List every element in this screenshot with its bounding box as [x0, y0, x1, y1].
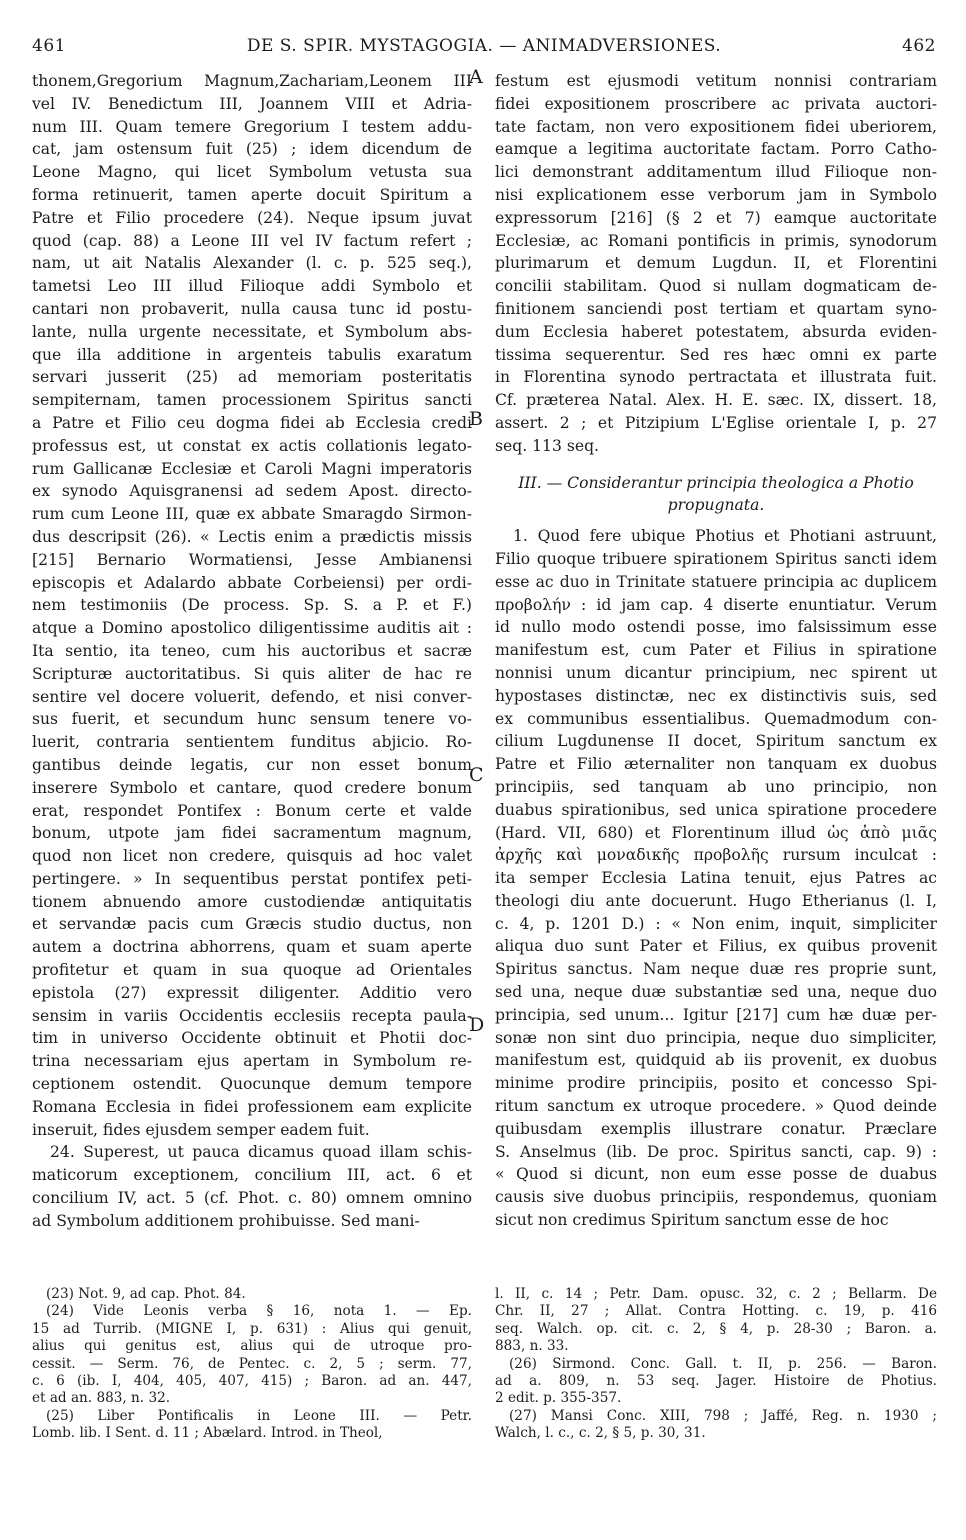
text-line: professus est, ut constat ex actis collationis legato-: [32, 436, 472, 455]
text-line: plurimarum et demum Lugdun. II, et Florentini: [495, 254, 937, 273]
text-line: causis sive duobus principiis, respondemus, quoniam: [495, 1188, 937, 1207]
text-line: principia, sed unum... Igitur [217] cum hæ duæ per-: [495, 1005, 937, 1024]
text-line: ad Symbolum additionem prohibuisse. Sed mani-: [32, 1211, 420, 1230]
text-line: Scripturæ auctoritatibus. Si quis aliter de hac re: [32, 664, 472, 683]
text-line: « Quod si dicunt, non eum esse posse de duabus: [495, 1165, 937, 1184]
footnotes-right: [495, 1286, 937, 1443]
text-line: luerit, contraria sentientem funditus abjicio. Ro-: [32, 733, 472, 752]
section-heading-line-1: III. — Considerantur principia theologica a Photio: [518, 473, 914, 492]
margin-marker-b: B: [469, 408, 483, 430]
text-line: profitetur et quam in sua quoque ad Orientales: [32, 961, 472, 980]
text-line: rum cum Leone III, quæ ex abbate Smaragdo Sirmon-: [32, 505, 472, 524]
text-line: nem testimoniis (De process. Sp. S. a P. et F.): [32, 596, 472, 615]
text-line: sicut non credimus Spiritum sanctum esse de hoc: [495, 1211, 889, 1230]
text-line: sensim in variis Occidentis ecclesiis recepta paula-: [32, 1006, 472, 1025]
text-line: nam, ut ait Natalis Alexander (l. c. p. 525 seq.),: [32, 254, 472, 273]
text-line: rum Gallicanæ Ecclesiæ et Caroli Magni imperatoris: [32, 459, 472, 478]
text-line: episcopis et Adalardo abbate Corbeiensi) per ordi-: [32, 573, 472, 592]
text-line: (27) Mansi Conc. XIII, 798 ; Jaffé, Reg. n. 1930 ;: [509, 1407, 937, 1424]
spacer: [495, 458, 937, 472]
text-line: gantibus deinde legatis, cur non esset bonum: [32, 755, 472, 774]
text-line: ceptionem ostendit. Quocunque demum tempore: [32, 1075, 472, 1094]
text-line: tissima sequerentur. Sed res hæc omni ex parte: [495, 345, 937, 364]
text-line: festum est ejusmodi vetitum nonnisi contrariam: [495, 72, 937, 90]
text-line: vel IV. Benedictum III, Joannem VIII et Adria-: [32, 94, 472, 113]
text-line: et servandæ pacis cum Græcis studio ductus, non: [32, 915, 472, 934]
spacer: [495, 517, 937, 525]
right-column-top: [495, 70, 937, 458]
text-line: Patre et Filio æternaliter non tanquam ex duobus: [495, 755, 937, 774]
text-line: ita semper Ecclesia Latina tenuit, ejus Patres ac: [495, 869, 937, 888]
text-line: trina necessariam ejus apertam in Symbolum re-: [32, 1052, 472, 1071]
text-line: l. II, c. 14 ; Petr. Dam. opusc. 32, c. 2 ; Bellarm. De: [495, 1286, 937, 1302]
text-line: Cf. præterea Natal. Alex. H. E. sæc. IX, dissert. 18,: [495, 391, 937, 410]
text-line: Spiritus sanctus. Nam neque duæ res proprie sunt,: [495, 960, 937, 979]
text-line: Lomb. lib. I Sent. d. 11 ; Abælard. Introd. in Theol,: [32, 1425, 383, 1442]
text-line: ex synodo Aquisgranensi ad sedem Apost. directo-: [32, 482, 472, 501]
text-line: ritum sanctum ex utroque procedere. » Quod deinde: [495, 1097, 937, 1116]
text-line: sed una, neque duæ substantiæ sed una, neque duo: [495, 983, 937, 1002]
text-line: inseruit, fides ejusdem semper eadem fuit.: [32, 1120, 370, 1139]
text-line: quibusdam exemplis illustrare conatur. Præclare: [495, 1119, 937, 1138]
text-line: fidei expositionem proscribere ac privata auctori-: [495, 94, 937, 113]
text-line: sonæ non sint duo principia, neque duo simpliciter,: [495, 1028, 937, 1047]
text-line: seq. 113 seq.: [495, 436, 600, 455]
text-line: in Florentina synodo pertractata et illustrata fuit.: [495, 368, 937, 387]
text-line: sus fuerit, et secundum hunc sensum tenere vo-: [32, 710, 472, 729]
text-line: lici demonstrant additamentum illud Filioque non-: [495, 163, 937, 182]
text-line: dum Ecclesia haberet potestatem, absurda eviden-: [495, 322, 937, 341]
text-line: cat, jam ostensum fuit (25) ; idem dicendum de: [32, 140, 472, 159]
text-line: expressorum [216] (§ 2 et 7) eamque auctoritate: [495, 208, 937, 227]
text-line: (26) Sirmond. Conc. Gall. t. II, p. 256. — Baron.: [509, 1355, 937, 1372]
text-line: (24) Vide Leonis verba § 16, nota 1. — Ep.: [46, 1303, 472, 1320]
text-line: Ita sentio, ita teneo, cum his auctoribus et sacræ: [32, 641, 472, 660]
text-line: id nullo modo ostendi posse, imo falsissimum esse: [495, 618, 937, 637]
margin-marker-c: C: [469, 764, 484, 786]
text-line: ἀρχῆς καὶ μοναδικῆς προβολῆς rursum inculcat :: [495, 846, 937, 865]
text-line: manifestum est, cum Pater et Filius in spiratione: [495, 641, 937, 660]
right-column-bottom: [495, 525, 937, 1232]
text-line: lante, nulla urgente necessitate, et Symbolum abs-: [32, 322, 472, 341]
text-line: 15 ad Turrib. (MIGNE I, p. 631) : Alius qui genuit,: [32, 1320, 472, 1337]
text-line: tim in universo Occidente obtinuit et Photii doc-: [32, 1029, 472, 1048]
text-line: servari jusserit (25) ad memoriam posteritatis: [32, 368, 472, 387]
text-line: minime prodire principiis, posito et concesso Spi-: [495, 1074, 937, 1093]
text-line: nonnisi unum dicantur principium, nec spirent ut: [495, 663, 937, 682]
text-line: concilium IV, act. 5 (cf. Phot. c. 80) omnem omnino: [32, 1189, 472, 1208]
text-line: Filio quoque tribuere spirationem Spiritus sancti idem: [495, 549, 937, 568]
text-line: nisi explicationem esse verborum jam in Symbolo: [495, 185, 937, 204]
text-line: 1. Quod fere ubique Photius et Photiani astruunt,: [513, 527, 937, 546]
text-line: autem a doctrina abhorrens, quam et suam aperte: [32, 938, 472, 957]
text-line: que illa additione in argenteis tabulis exaratum: [32, 345, 472, 364]
text-line: (25) Liber Pontificalis in Leone III. — Petr.: [46, 1407, 472, 1424]
text-line: c. 4, p. 1201 D.) : « Non enim, inquit, simpliciter: [495, 914, 937, 933]
text-line: cilium Lugdunense II docet, Spiritum sanctum ex: [495, 732, 937, 751]
text-line: pertingere. » In sequentibus perstat pontifex peti-: [32, 869, 472, 888]
text-line: sentire vel docere voluerit, defendo, et nisi conver-: [32, 687, 472, 706]
text-line: S. Anselmus (lib. De proc. Spiritus sancti, cap. 9) :: [495, 1142, 937, 1161]
text-line: Romana Ecclesia in fidei professionem eam explicite: [32, 1097, 472, 1116]
text-line: (23) Not. 9, ad cap. Phot. 84.: [46, 1286, 246, 1302]
text-line: tate factam, non vero expositionem fidei uberiorem,: [495, 117, 937, 136]
text-line: esse ac duo in Trinitate statuere principia ac duplicem: [495, 572, 937, 591]
text-line: c. 6 (ib. I, 404, 405, 407, 415) ; Baron. ad an. 447,: [32, 1372, 472, 1389]
text-line: sempiternam, tamen processionem Spiritus sancti: [32, 391, 472, 410]
text-line: bonum, utpote jam fidei sacramentum magnum,: [32, 824, 472, 843]
running-title: DE S. SPIR. MYSTAGOGIA. — ANIMADVERSIONES.: [246, 36, 722, 56]
text-line: eamque a legitima auctoritate factam. Porro Catho-: [495, 140, 937, 159]
text-line: principiis, sed tanquam ab uno principio, non: [495, 777, 937, 796]
text-line: duabus spirationibus, sed unica spiratione procedere: [495, 800, 937, 819]
text-line: et ad an. 883, n. 32.: [32, 1390, 171, 1407]
page-number-left: 461: [32, 36, 66, 56]
text-line: num III. Quam temere Gregorium I testem addu-: [32, 117, 472, 136]
text-line: quod non licet non credere, quisquis ad hoc valet: [32, 847, 472, 866]
text-line: finitionem sanciendi post tertiam et quartam syno-: [495, 299, 937, 318]
text-line: Walch, l. c., c. 2, § 5, p. 30, 31.: [495, 1425, 706, 1442]
left-column: [32, 70, 472, 1233]
text-line: forma retinuerit, tamen aperte docuit Spiritum a: [32, 185, 472, 204]
text-line: maticorum exceptionem, concilium III, act. 6 et: [32, 1166, 472, 1185]
text-line: cantari non probaverit, nulla causa tunc id postu-: [32, 299, 472, 318]
text-line: theologi diu ante docuerunt. Hugo Etherianus (l. I,: [495, 891, 937, 910]
text-line: dus descripsit (26). « Lectis enim a prædictis missis: [32, 527, 472, 546]
page-number-right: 462: [902, 36, 936, 56]
margin-marker-d: D: [469, 1014, 485, 1036]
text-line: aliqua duo sunt Pater et Filius, ex quibus provenit: [495, 937, 937, 956]
text-line: tionem abnuendo amore custodiendæ antiquitatis: [32, 892, 472, 911]
text-line: Leone Magno, qui licet Symbolum vetusta sua: [32, 163, 472, 182]
text-line: seq. Walch. op. cit. c. 2, § 4, p. 28-30 ; Baron. a.: [495, 1320, 937, 1337]
text-line: Patre et Filio procedere (24). Neque ipsum juvat: [32, 208, 472, 227]
text-line: epistola (27) expressit diligenter. Additio vero: [32, 983, 472, 1002]
text-line: atque a Domino apostolico diligentissime auditis ait :: [32, 619, 472, 638]
text-line: προβολήν : id jam cap. 4 diserte enuntiatur. Verum: [495, 595, 937, 614]
right-column: [495, 70, 937, 1232]
text-line: quod (cap. 88) a Leone III vel IV factum refert ;: [32, 231, 472, 250]
text-line: manifestum est, quidquid ab iis provenit, ex duobus: [495, 1051, 937, 1070]
text-line: concilii stabilitam. Quod si nullam dogmaticam de-: [495, 277, 937, 296]
text-line: 24. Superest, ut pauca dicamus quoad illam schis-: [50, 1143, 472, 1162]
text-line: assert. 2 ; et Pitzipium L'Eglise orientale I, p. 27: [495, 413, 937, 432]
text-line: inserere Symbolo et cantare, quod credere bonum: [32, 778, 472, 797]
text-line: Chr. II, 27 ; Allat. Contra Hotting. c. 19, p. 416: [495, 1303, 937, 1320]
text-line: hypostases distinctæ, nec ex distinctivis suis, sed: [495, 686, 937, 705]
margin-marker-a: A: [469, 66, 483, 88]
text-line: alius qui genitus est, alius qui de utroque pro-: [32, 1338, 472, 1355]
text-line: ex communibus essentialibus. Quemadmodum con-: [495, 709, 937, 728]
text-line: 883, n. 33.: [495, 1338, 569, 1355]
text-line: ad a. 809, n. 53 seq. Jager. Histoire de Photius.: [495, 1372, 937, 1389]
text-line: tametsi Leo III illud Filioque addi Symbolo et: [32, 277, 472, 296]
footnotes-left: [32, 1286, 472, 1443]
text-line: cessit. — Serm. 76, de Pentec. c. 2, 5 ; serm. 77,: [32, 1355, 472, 1372]
text-line: (Hard. VII, 680) et Florentinum illud ὡς ἀπὸ μιᾶς: [495, 823, 937, 842]
running-header: [32, 36, 936, 60]
text-line: a Patre et Filio ceu dogma fidei ab Ecclesia credi: [32, 413, 472, 432]
text-line: thonem,Gregorium Magnum,Zachariam,Leonem III: [32, 72, 472, 90]
text-line: erat, respondet Pontifex : Bonum certe et valde: [32, 801, 472, 820]
text-line: [215] Bernario Wormatiensi, Jesse Ambianensi: [32, 550, 472, 569]
text-line: Ecclesiæ, ac Romani pontificis in primis, synodorum: [495, 231, 937, 250]
section-heading-line-2: propugnata.: [667, 496, 765, 515]
text-line: 2 edit. p. 355-357.: [495, 1390, 622, 1407]
